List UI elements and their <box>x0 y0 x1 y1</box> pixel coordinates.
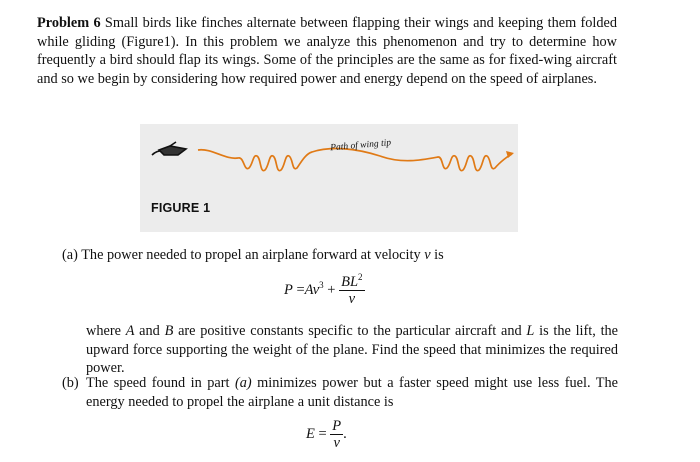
part-b: (b) The speed found in part (a) minimizes power but a faster speed might use less fuel. The energy needed to propel the airplane a unit distance is <box>62 375 618 410</box>
bird-icon <box>152 142 186 155</box>
wing-tip-path <box>198 149 512 171</box>
lift-fraction: $\frac{BL^2}{v}$ <box>341 272 363 307</box>
figure-1 <box>140 124 518 232</box>
part-a-letter: (a) <box>62 247 78 263</box>
wing-tip-path-illustration <box>140 124 518 232</box>
figure-label: FIGURE 1 <box>151 201 211 215</box>
part-a-lead-text: The power needed to propel an airplane forward at velocity <box>81 247 421 263</box>
path-annotation: Path of wing tip <box>329 138 392 154</box>
energy-fraction: $\frac{P}{v}$ <box>332 418 342 451</box>
problem-intro <box>37 14 617 88</box>
energy-equation: E = $\frac{P}{v}$ . <box>306 418 347 451</box>
problem-label: Problem 6 <box>37 15 101 31</box>
var-v: v <box>424 247 431 263</box>
part-a-lead: (a) The power needed to propel an airplane forward at velocity v is <box>62 247 444 263</box>
part-b-letter: (b) <box>62 375 79 391</box>
power-equation: $P =Av^3$ + $\frac{BL^2}{v}$ <box>284 272 363 307</box>
part-a-body: where A and B are positive constants specific to the particular aircraft and L is the lift, the upward force supporting the weight of the plane. Find the speed that minimizes the required power. <box>86 323 619 377</box>
problem-intro-text: Small birds like finches alternate between flapping their wings and keeping them folded while gliding (Figure1). In this problem we analyze this phenomenon and try to determine how frequently a bird should flap its wings. Some of the principles are the same as for fixed-wing aircraft and so we begin by considering how required power and energy depend on the speed of airplanes. <box>37 15 618 87</box>
